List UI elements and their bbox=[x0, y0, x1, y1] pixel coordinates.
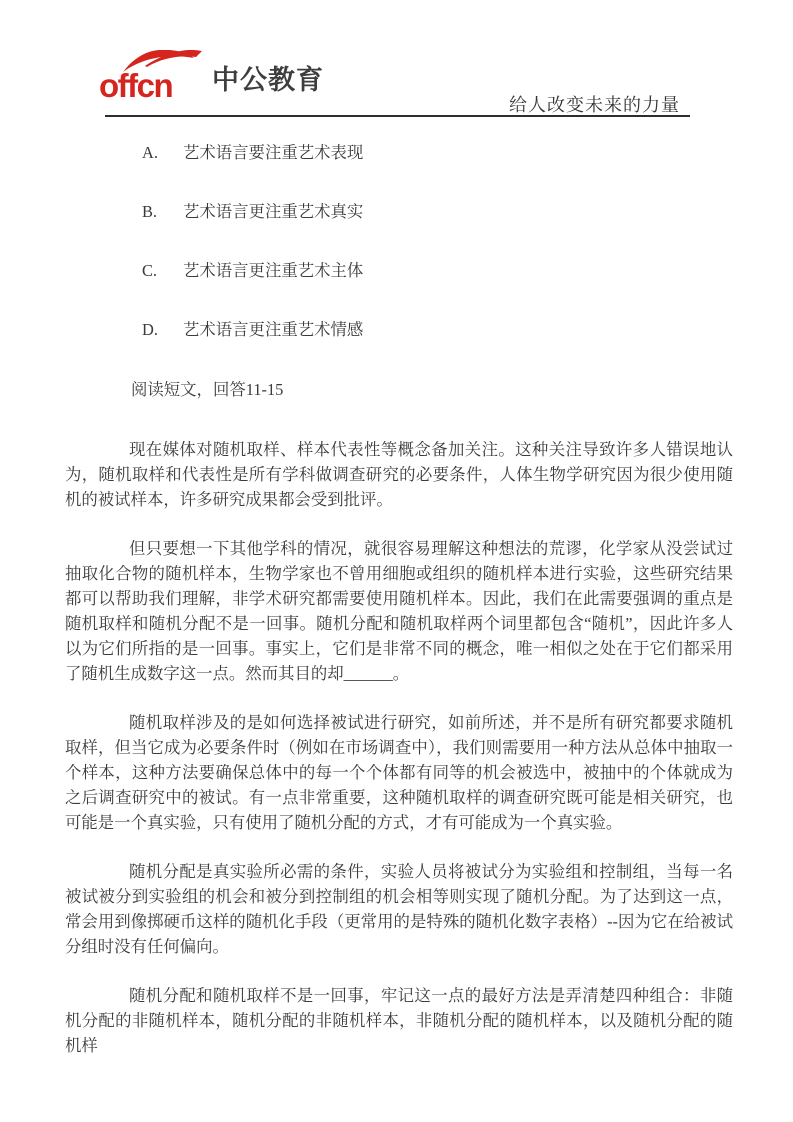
option-row-b bbox=[142, 199, 733, 224]
passage-paragraph-5: 随机分配和随机取样不是一回事，牢记这一点的最好方法是弄清楚四种组合：非随机分配的非随机样本，随机分配的非随机样本，非随机分配的随机样本，以及随机分配的随机样 bbox=[65, 986, 733, 1055]
question-options bbox=[65, 140, 733, 342]
logo-cn: 中公教育 bbox=[212, 65, 324, 95]
main-content bbox=[65, 140, 733, 1058]
option-label: C. bbox=[142, 261, 158, 280]
option-row-c bbox=[142, 258, 733, 283]
reading-instruction: 阅读短文，回答11-15 bbox=[131, 380, 284, 399]
passage-paragraph-4: 随机分配是真实验所必需的条件，实验人员将被试分为实验组和控制组，当每一名被试被分到实验组的机会和被分到控制组的机会相等则实现了随机分配。为了达到这一点，常会用到像掷硬币这样的随机化手段（更常用的是特殊的随机化数字表格）--因为它在给被试分组时没有任何偏向。 bbox=[65, 862, 733, 956]
option-label: B. bbox=[142, 202, 158, 221]
option-row-a bbox=[142, 140, 733, 165]
logo-swoosh-icon bbox=[99, 50, 203, 100]
option-text: 艺术语言更注重艺术情感 bbox=[183, 320, 364, 339]
option-text: 艺术语言要注重艺术表现 bbox=[183, 143, 364, 162]
passage bbox=[65, 437, 733, 1058]
option-text: 艺术语言更注重艺术主体 bbox=[183, 261, 364, 280]
logo-latin: offcn bbox=[99, 67, 173, 100]
option-label: D. bbox=[142, 320, 158, 339]
offcn-logo bbox=[99, 50, 324, 100]
passage-paragraph-3: 随机取样涉及的是如何选择被试进行研究，如前所述，并不是所有研究都要求随机取样，但当它成为必要条件时（例如在市场调查中），我们则需要用一种方法从总体中抽取一个样本，这种方法要确保总体中的每一个个体都有同等的机会被选中，被抽中的个体就成为之后调查研究中的被试。有一点非常重要，这种随机取样的调查研究既可能是相关研究，也可能是一个真实验，只有使用了随机分配的方式，才有可能成为一个真实验。 bbox=[65, 713, 733, 832]
option-row-d bbox=[142, 317, 733, 342]
passage-paragraph-2: 但只要想一下其他学科的情况，就很容易理解这种想法的荒谬，化学家从没尝试过抽取化合物的随机样本，生物学家也不曾用细胞或组织的随机样本进行实验，这些研究结果都可以帮助我们理解，非学术研究都需要使用随机样本。因此，我们在此需要强调的重点是随机取样和随机分配不是一回事。随机分配和随机取样两个词里都包含“随机”，因此许多人以为它们所指的是一回事。事实上，它们是非常不同的概念，唯一相似之处在于它们都采用了随机生成数字这一点。然而其目的却______。 bbox=[65, 539, 733, 683]
header-tagline: 给人改变未来的力量 bbox=[509, 95, 680, 115]
option-label: A. bbox=[142, 143, 158, 162]
option-text: 艺术语言更注重艺术真实 bbox=[183, 202, 364, 221]
passage-paragraph-1: 现在媒体对随机取样、样本代表性等概念备加关注。这种关注导致许多人错误地认为，随机取样和代表性是所有学科做调查研究的必要条件，人体生物学研究因为很少使用随机的被试样本，许多研究成果都会受到批评。 bbox=[65, 440, 733, 509]
header-divider bbox=[105, 115, 690, 117]
